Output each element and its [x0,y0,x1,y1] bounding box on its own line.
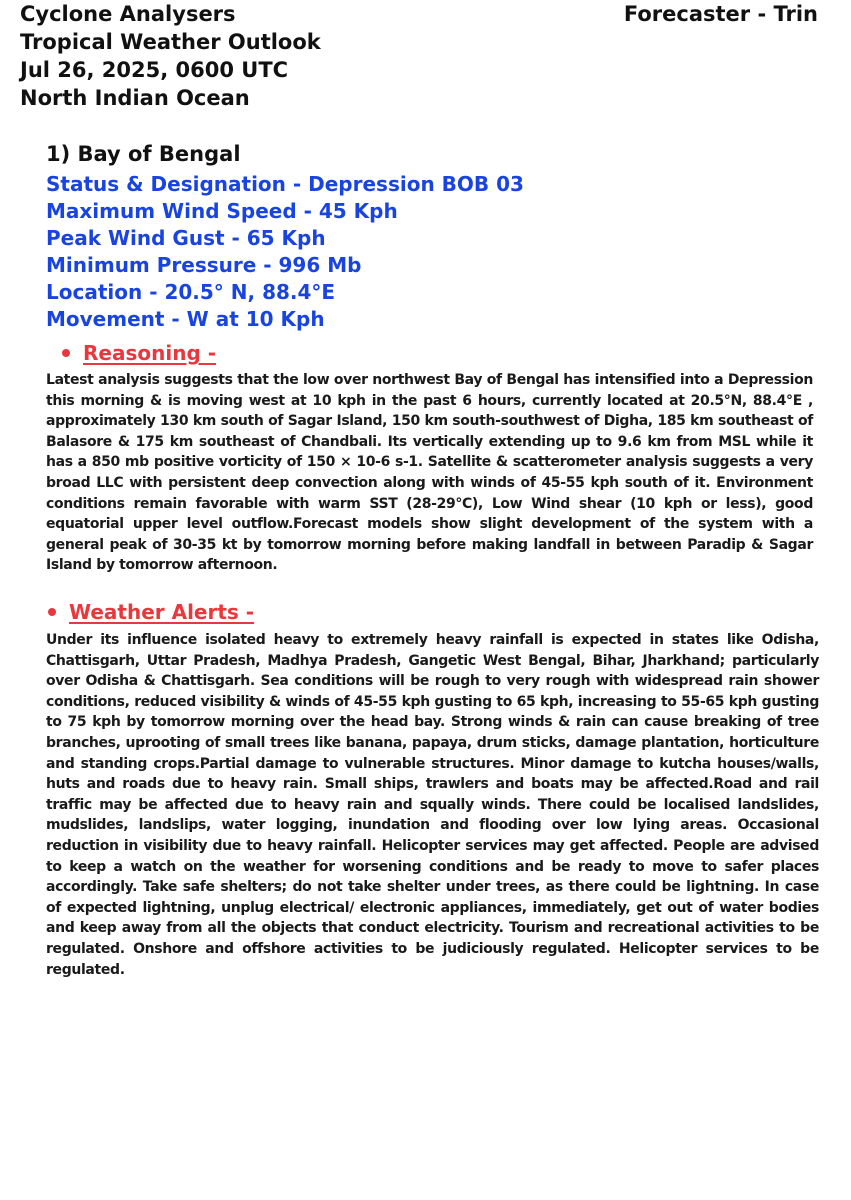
peak-wind-gust: Peak Wind Gust - 65 Kph [46,226,326,250]
system-details [46,171,524,333]
forecaster-name: Forecaster - Trin [623,2,818,26]
issue-datetime: Jul 26, 2025, 0600 UTC [20,58,289,82]
weather-alerts-heading [48,598,254,626]
max-wind-speed: Maximum Wind Speed - 45 Kph [46,199,398,223]
bullet-icon [48,608,56,616]
reasoning-heading-label: Reasoning - [83,341,217,365]
minimum-pressure: Minimum Pressure - 996 Mb [46,253,362,277]
org-name: Cyclone Analysers [20,2,236,26]
weather-alerts-paragraph: Under its influence isolated heavy to extremely heavy rainfall is expected in states like Odisha, Chattisgarh, Uttar Pradesh, Madhya Pradesh, Gangetic West Bengal, Bihar, Jharkhand; particularly over Odisha & Chattisgarh. Sea conditions will be rough to very rough with widespread rain shower conditions, reduced visibility & winds of 45-55 kph gusting to 65 kph, increasing to 55-65 kph gusting to 75 kph by tomorrow morning over the head bay. Strong winds & rain can cause breaking of tree branches, uprooting of small trees like banana, papaya, drum sticks, damage plantation, horticulture and standing crops.Partial damage to vulnerable structures. Minor damage to kutcha houses/walls, huts and roads due to heavy rain. Small ships, trawlers and boats may be affected.Road and rail traffic may be affected due to heavy rain and squally winds. There could be localised landslides, mudslides, landslips, water logging, inundation and flooding over low lying areas. Occasional reduction in visibility due to heavy rainfall. Helicopter services may get affected. People are advised to keep a watch on the weather for worsening conditions and be ready to move to safer places accordingly. Take safe shelters; do not take shelter under trees, as there could be lightning. In case of expected lightning, unplug electrical/ electronic appliances, immediately, get out of water bodies and keep away from all the objects that conduct electricity. Tourism and recreational activities to be regulated. Onshore and offshore activities to be judiciously regulated. Helicopter services to be regulated. [46,632,819,978]
product-title: Tropical Weather Outlook [20,30,321,54]
status-designation: Status & Designation - Depression BOB 03 [46,172,524,196]
weather-alerts-heading-label: Weather Alerts - [69,600,255,624]
location: Location - 20.5° N, 88.4°E [46,280,336,304]
document-header [20,0,321,112]
system-title: 1) Bay of Bengal [46,142,241,166]
reasoning-paragraph: Latest analysis suggests that the low over northwest Bay of Bengal has intensified into a Depression this morning & is moving west at 10 kph in the past 6 hours, currently located at 20.5°N, 88.4°E , approximately 130 km south of Sagar Island, 150 km south-southwest of Digha, 185 km southeast of Balasore & 175 km southeast of Chandbali. Its vertically extending up to 9.6 km from MSL while it has a 850 mb positive vorticity of 150 × 10-6 s-1. Satellite & scatterometer analysis suggests a very broad LLC with persistent deep convection along with winds of 45-55 kph south of it. Environment conditions remain favorable with warm SST (28-29°C), Low Wind shear (10 kph or less), good equatorial upper level outflow.Forecast models show slight development of the system with a general peak of 30-35 kt by tomorrow morning before making landfall in between Paradip & Sagar Island by tomorrow afternoon. [46,372,813,574]
movement: Movement - W at 10 Kph [46,307,325,331]
basin-name: North Indian Ocean [20,86,250,110]
reasoning-heading [62,339,216,367]
bullet-icon [62,349,70,357]
